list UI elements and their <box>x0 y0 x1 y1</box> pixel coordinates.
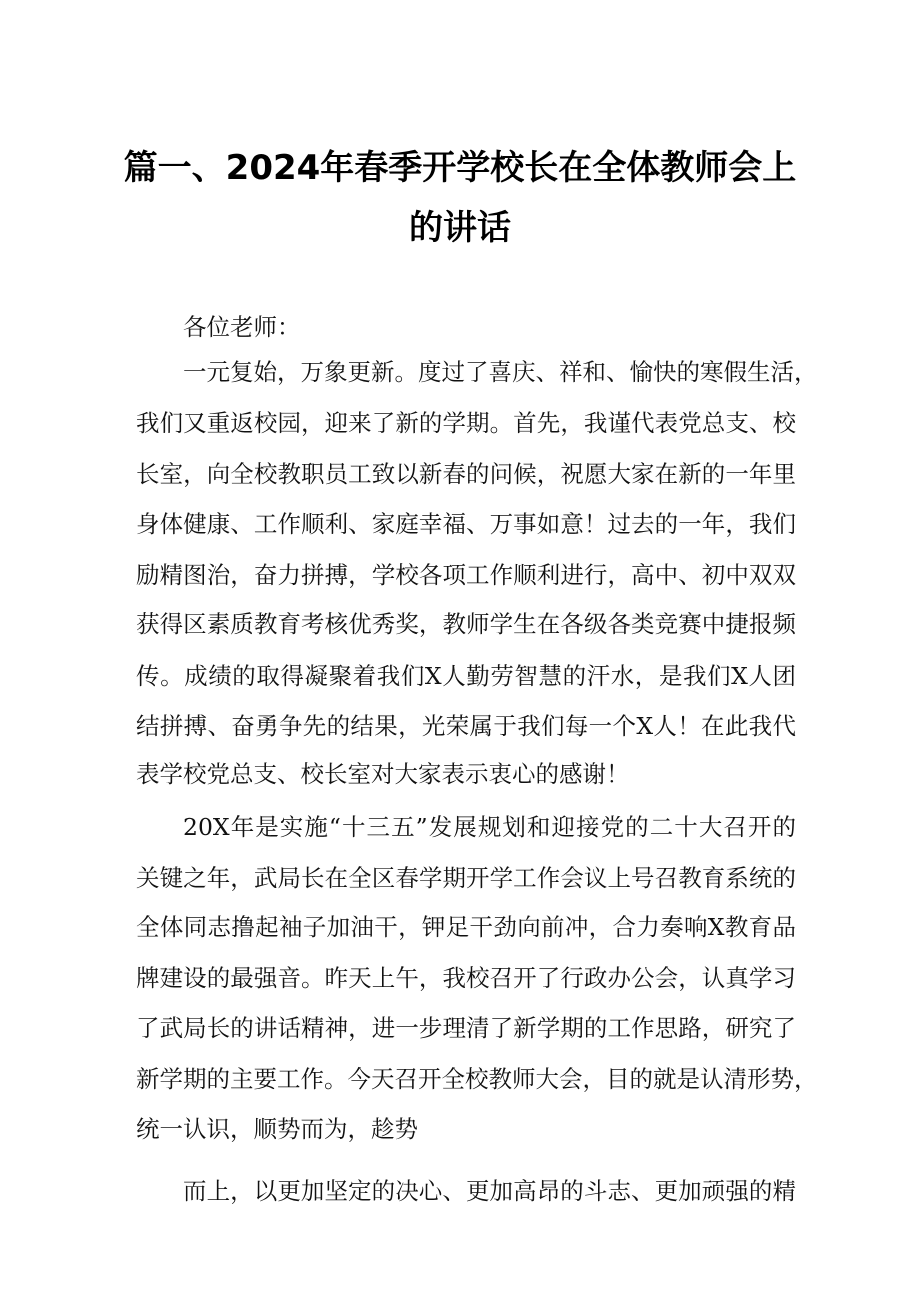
paragraph-line: 牌建设的最强音。昨天上午，我校召开了行政办公会，认真学习 <box>136 964 796 992</box>
paragraph-line: 长室，向全校教职员工致以新春的问候，祝愿大家在新的一年里 <box>136 460 796 488</box>
paragraph-line: 20X年是实施“十三五”发展规划和迎接党的二十大召开的 <box>183 813 796 841</box>
paragraph-line: 新学期的主要工作。今天召开全校教师大会，目的就是认清形势， <box>136 1065 818 1093</box>
paragraph-line: 表学校党总支、校长室对大家表示衷心的感谢！ <box>136 760 630 788</box>
salutation: 各位老师： <box>183 313 301 341</box>
paragraph-line: 励精图治，奋力拼搏，学校各项工作顺利进行，高中、初中双双 <box>136 561 796 589</box>
document-title-line-2: 的讲话 <box>409 208 511 248</box>
paragraph-line: 统一认识，顺势而为，趁势 <box>136 1115 418 1143</box>
paragraph-line: 传。成绩的取得凝聚着我们X人勤劳智慧的汗水，是我们X人团 <box>136 662 796 690</box>
paragraph-line: 了武局长的讲话精神，进一步理清了新学期的工作思路，研究了 <box>136 1014 796 1042</box>
paragraph-line: 结拼搏、奋勇争先的结果，光荣属于我们每一个X人！在此我代 <box>136 712 796 740</box>
paragraph-line: 而上，以更加坚定的决心、更加高昂的斗志、更加顽强的精 <box>183 1177 796 1205</box>
paragraph-line: 获得区素质教育考核优秀奖，教师学生在各级各类竞赛中捷报频 <box>136 610 796 638</box>
paragraph-line: 一元复始，万象更新。度过了喜庆、祥和、愉快的寒假生活， <box>183 358 818 386</box>
paragraph-line: 关键之年，武局长在全区春学期开学工作会议上号召教育系统的 <box>136 864 796 892</box>
paragraph-line: 全体同志撸起袖子加油干，钾足干劲向前冲，合力奏响X教育品 <box>136 913 796 941</box>
paragraph-line: 身体健康、工作顺利、家庭幸福、万事如意！过去的一年，我们 <box>136 510 796 538</box>
paragraph-line: 我们又重返校园，迎来了新的学期。首先，我谨代表党总支、校 <box>136 409 796 437</box>
document-title-line-1: 篇一、2024年春季开学校长在全体教师会上 <box>123 148 797 188</box>
